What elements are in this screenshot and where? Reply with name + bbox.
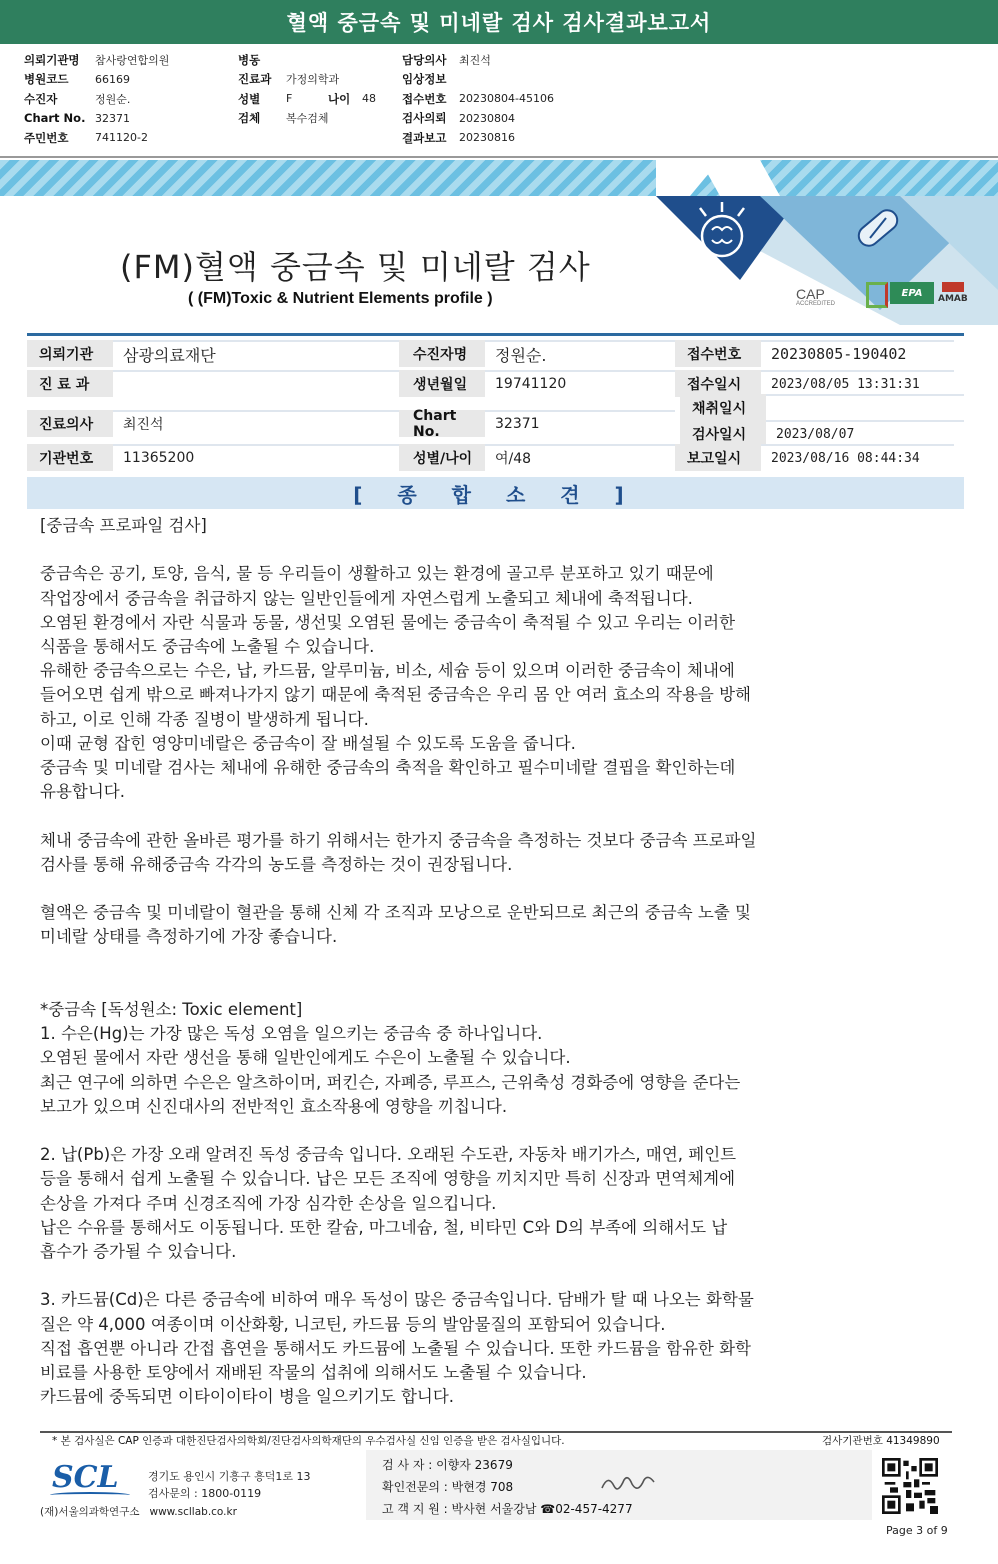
meta-sex-age: 성별 F 나이 48 (238, 91, 376, 106)
meta-chart-no: Chart No. 32371 (24, 111, 130, 126)
body-line: 1. 수은(Hg)는 가장 많은 독성 오염을 일으키는 중금속 중 하나입니다. (40, 1024, 543, 1044)
info-row-test: 검사일시 2023/08/07 (680, 420, 964, 448)
body-line: 질은 약 4,000 여종이며 이산화황, 니코틴, 카드뮴 등의 발암물질의 포함되어 있습니다. (40, 1314, 666, 1334)
info-row-1: 의뢰기관 삼광의료재단 수진자명 정원순. 접수번호 20230805-190402 (27, 340, 954, 368)
meta-specimen: 검체 복수검체 (238, 111, 329, 126)
meta-hospital-code: 병원코드 66169 (24, 72, 130, 87)
meta-report-date: 결과보고 20230816 (402, 130, 515, 145)
body-line: 흡수가 증가될 수 있습니다. (40, 1242, 237, 1261)
blank-line (40, 877, 940, 901)
body-line: *중금속 [독성원소: Toxic element] (40, 999, 303, 1019)
meta-department: 진료과 가정의학과 (238, 72, 340, 87)
amab-logo: AMAB (938, 282, 968, 312)
footer-lab-code: 검사기관번호 41349890 (822, 1435, 940, 1447)
body-line: 오염된 물에서 자란 생선을 통해 일반인에게도 수은이 노출될 수 있습니다. (40, 1048, 571, 1068)
meta-resident-no: 주민번호 741120-2 (24, 130, 148, 145)
body-line: 이때 균형 잡힌 영양미네랄은 중금속이 잘 배설될 수 있도록 도움을 줍니다. (40, 733, 576, 753)
body-line: 손상을 가져다 주며 신경조직에 가장 심각한 손상을 일으킵니다. (40, 1193, 497, 1213)
cap-logo: CAP ACCREDITED (796, 286, 836, 307)
body-line: 3. 카드뮴(Cd)은 다른 중금속에 비하여 매우 독성이 많은 중금속입니다. 담배가 탈 때 나오는 화학물 (40, 1290, 754, 1310)
meta-clinical-info: 임상정보 (402, 72, 447, 87)
blank-line (40, 1119, 940, 1143)
qr-code-icon (882, 1458, 938, 1514)
body-line: 2. 납(Pb)은 가장 오래 알려진 독성 중금속 입니다. 오래된 수도관, 자동차 배기가스, 매연, 페인트 (40, 1145, 737, 1165)
body-line: 비료를 사용한 토양에서 재배된 작물의 섭취에 의해서도 노출될 수 있습니다. (40, 1363, 587, 1382)
body-line: 오염된 환경에서 자란 식물과 동물, 생선및 오염된 물에는 중금속이 축적될 수 있고 우리는 이러한 (40, 612, 736, 632)
body-line: 직접 흡연뿐 아니라 간접 흡연을 통해서도 카드뮴에 노출될 수 있습니다. 또한 카드뮴을 함유한 화학 (40, 1338, 751, 1358)
info-row-2: 진 료 과 생년월일 19741120 접수일시 2023/08/05 13:31:31 (27, 370, 954, 398)
body-line: 유해한 중금속으로는 수은, 납, 카드뮴, 알루미늄, 비소, 세슘 등이 있으며 이러한 중금속이 체내에 (40, 661, 735, 681)
scl-org-name: (재)서울의과학연구소 www.scllab.co.kr (40, 1506, 237, 1518)
meta-ward: 병동 (238, 52, 261, 67)
body-line: 카드뮴에 중독되면 이타이이타이 병을 일으키기도 합니다. (40, 1387, 455, 1407)
blank-line (40, 804, 940, 828)
meta-column-1 (24, 50, 169, 148)
staff-tester: 검 사 자 : 이향자 23679 (382, 1458, 513, 1472)
blank-line (40, 1264, 940, 1288)
scl-address: 경기도 용인시 기흥구 흥덕1로 13 검사문의 : 1800-0119 (148, 1470, 311, 1500)
epa-logo: EPA (890, 282, 934, 304)
meta-column-3 (402, 50, 554, 148)
body-line: 식품을 통해서도 중금속에 노출될 수 있습니다. (40, 637, 375, 656)
report-title: 혈액 중금속 및 미네랄 검사 검사결과보고서 (0, 0, 998, 44)
scl-url[interactable]: www.scllab.co.kr (149, 1506, 237, 1518)
body-line: 등을 통해서 쉽게 노출될 수 있습니다. 납은 모든 조직에 영향을 끼치지만 특히 신장과 면역체계에 (40, 1169, 736, 1189)
scl-logo-swoosh (50, 1492, 130, 1498)
body-line: 미네랄 상태를 측정하기에 가장 좋습니다. (40, 927, 338, 947)
body-line: 작업장에서 중금속을 취급하지 않는 일반인들에게 자연스럽게 노출되고 체내에 축적됩니다. (40, 588, 693, 608)
body-line: 중금속은 공기, 토양, 음식, 물 등 우리들이 생활하고 있는 환경에 골고루 분포하고 있기 때문에 (40, 564, 714, 584)
blank-line (40, 974, 940, 998)
staff-specialist: 확인전문의 : 박현경 708 (382, 1480, 514, 1494)
signature-image (598, 1472, 658, 1496)
page-subtitle: ( (FM)Toxic & Nutrient Elements profile ) (188, 290, 493, 307)
meta-column-2 (238, 50, 376, 128)
page-title: (FM)혈액 중금속 및 미네랄 검사 (120, 248, 591, 286)
footer-certification-note: * 본 검사실은 CAP 인증과 대한진단검사의학회/진단검사의학재단의 우수검사실 신임 인증을 받은 검사실입니다. (52, 1435, 565, 1447)
body-line: 중금속 및 미네랄 검사는 체내에 유해한 중금속의 축적을 확인하고 필수미네랄 결핍을 확인하는데 (40, 758, 736, 778)
body-line: 최근 연구에 의하면 수은은 알츠하이머, 퍼킨슨, 자폐증, 루프스, 근위축성 경화증에 영향을 준다는 (40, 1072, 741, 1092)
body-line: 유용합니다. (40, 782, 125, 802)
info-row-3: 진료의사 최진석 Chart No. 32371 (27, 410, 675, 438)
body-line: 하고, 이로 인해 각종 질병이 발생하게 됩니다. (40, 709, 369, 729)
scl-logo: SCL (52, 1460, 119, 1495)
meta-org: 의뢰기관명 참사랑연합의원 (24, 52, 170, 67)
lm-logo (866, 282, 888, 308)
page-number: Page 3 of 9 (886, 1524, 948, 1537)
info-row-4: 기관번호 11365200 성별/나이 여/48 보고일시 2023/08/16 08:44:34 (27, 444, 954, 472)
body-line: 혈액은 중금속 및 미네랄이 혈관을 통해 신체 각 조직과 모낭으로 운반되므로 최근의 중금속 노출 및 (40, 903, 751, 923)
report-meta (0, 44, 998, 158)
body-line: 체내 중금속에 관한 올바른 평가를 하기 위해서는 한가지 중금속을 측정하는 것보다 중금속 프로파일 (40, 830, 757, 850)
body-line: [중금속 프로파일 검사] (40, 516, 207, 535)
body-line: 납은 수유를 통해서도 이동됩니다. 또한 칼슘, 마그네슘, 철, 비타민 C와 D의 부족에 의해서도 납 (40, 1217, 728, 1237)
staff-support: 고 객 지 원 : 박사현 서울강남 ☎02-457-4277 (382, 1502, 633, 1516)
blank-line (40, 950, 940, 974)
meta-doctor: 담당의사 최진석 (402, 52, 491, 67)
meta-receipt-no: 접수번호 20230804-45106 (402, 91, 554, 106)
info-row-collect: 채취일시 (680, 394, 964, 422)
body-line: 검사를 통해 유해중금속 각각의 농도를 측정하는 것이 권장됩니다. (40, 854, 513, 874)
body-line: 보고가 있으며 신진대사의 전반적인 효소작용에 영향을 끼칩니다. (40, 1096, 508, 1116)
info-table-top-border (27, 333, 964, 336)
summary-heading: [ 종 합 소 견 ] (27, 477, 964, 509)
meta-request-date: 검사의뢰 20230804 (402, 111, 515, 126)
summary-body (40, 514, 940, 1409)
body-line: 들어오면 쉽게 밖으로 빠져나가지 않기 때문에 축적된 중금속은 우리 몸 안 여러 효소의 작용을 방해 (40, 685, 751, 705)
meta-patient: 수진자 정원순. (24, 91, 131, 106)
blank-line (40, 538, 940, 562)
